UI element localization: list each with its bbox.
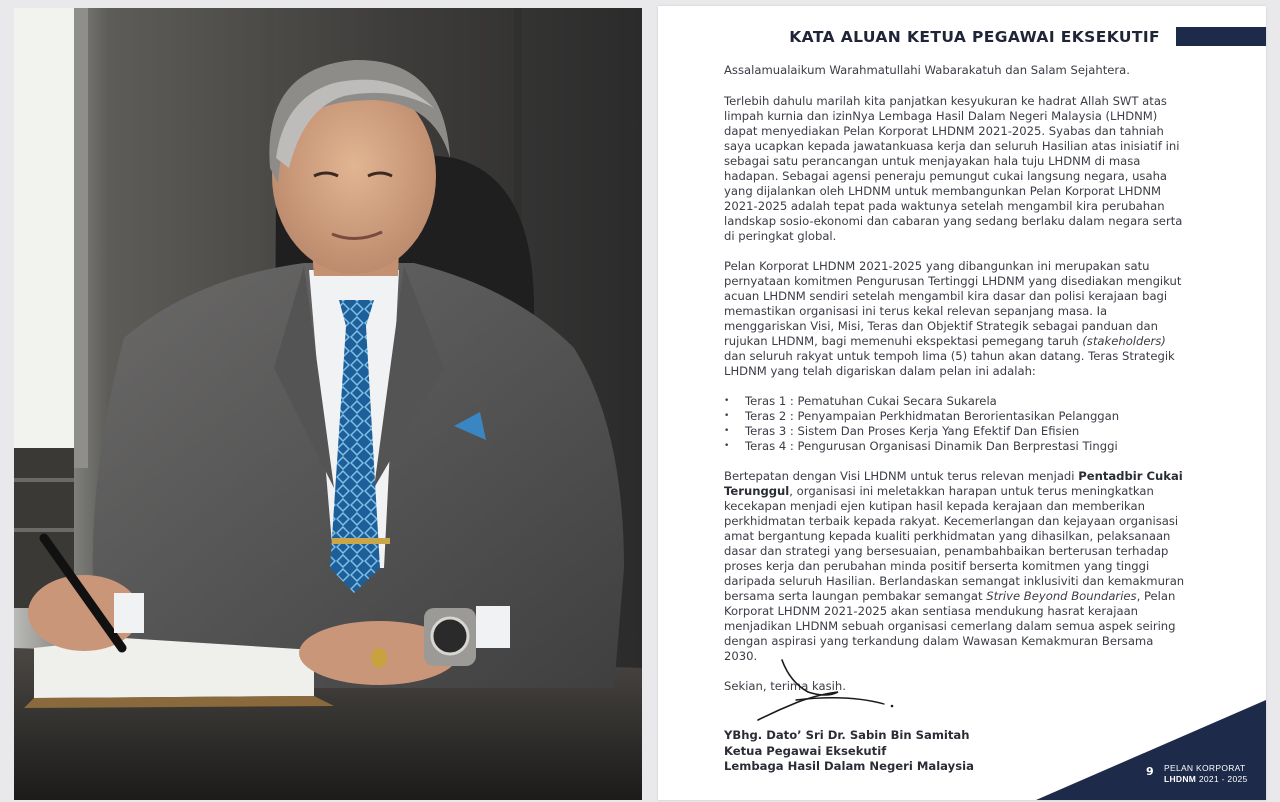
- page-title: KATA ALUAN KETUA PEGAWAI EKSEKUTIF: [789, 28, 1160, 46]
- stakeholders-term: (stakeholders): [1082, 334, 1166, 348]
- list-item: • Teras 4 : Pengurusan Organisasi Dinamik Dan Berprestasi Tinggi: [724, 439, 1190, 454]
- page-number: 9: [1146, 765, 1154, 778]
- list-item: • Teras 3 : Sistem Dan Proses Kerja Yang Efektif Dan Efisien: [724, 424, 1190, 439]
- list-item: • Teras 2 : Penyampaian Perkhidmatan Berorientasikan Pelanggan: [724, 409, 1190, 424]
- handwritten-signature: [738, 654, 908, 734]
- vision-text-c: , Pelan Korporat LHDNM 2021-2025 akan sentiasa mendukung hasrat kerajaan menjadikan LHDNM sebuah organisasi cemerlang dalam semua aspek seiring dengan aspirasi yang terkandung dalam Wawasan Kemakmuran Bersama 2030.: [724, 589, 1176, 663]
- executive-photo: [14, 8, 642, 800]
- corner-triangle-icon: [1036, 700, 1266, 800]
- commitment-text-a: Pelan Korporat LHDNM 2021-2025 yang dibangunkan ini merupakan satu pernyataan komitmen Pengurusan Tertinggi LHDNM yang disediakan mengikut acuan LHDNM sendiri setelah mengambil kira dasar dan polisi kerajaan bagi memastikan organisasi ini terus kekal relevan sepanjang masa. Ia menggariskan Visi, Misi, Teras dan Objektif Strategik sebagai panduan dan rujukan LHDNM, bagi memenuhi ekspektasi pemegang taruh: [724, 259, 1182, 348]
- vision-text-b: , organisasi ini meletakkan harapan untuk terus meningkatkan kecekapan menjadi ejen kutipan hasil kepada kerajaan dan memberikan perkhidmatan terbaik kepada rakyat. Kecemerlangan dan kejayaan organisasi amat bergantung kepada kualiti perkhidmatan yang dihasilkan, pelaksanaan dasar dan strategi yang bersesuaian, penambahbaikan berterusan terhadap proses kerja dan perubahan minda positif berserta komitmen yang tinggi daripada seluruh Hasilian. Berlandaskan semangat inklusiviti dan kemakmuran bersama serta laungan pembakar semangat: [724, 484, 1185, 603]
- list-item: • Teras 1 : Pematuhan Cukai Secara Sukarela: [724, 394, 1190, 409]
- signature-icon: [738, 654, 908, 734]
- slogan-text: Strive Beyond Boundaries: [986, 589, 1137, 603]
- letter-body: [724, 63, 1190, 694]
- paragraph-vision: [724, 469, 1190, 664]
- footer-brand-lhdnm: LHDNM: [1164, 774, 1197, 784]
- footer-corner-graphic: [1036, 700, 1266, 800]
- title-accent-bar: [1176, 27, 1266, 46]
- vision-text-a: Bertepatan dengan Visi LHDNM untuk terus relevan menjadi: [724, 469, 1079, 483]
- signatory-organisation: Lembaga Hasil Dalam Negeri Malaysia: [724, 759, 974, 773]
- document-page: [658, 6, 1266, 800]
- signatory-role: Ketua Pegawai Eksekutif: [724, 743, 887, 758]
- greeting-paragraph: Assalamualaikum Warahmatullahi Wabarakatuh dan Salam Sejahtera.: [724, 63, 1130, 77]
- signatory-name: YBhg. Dato’ Sri Dr. Sabin Bin Samitah: [724, 728, 970, 742]
- commitment-text-b: dan seluruh rakyat untuk tempoh lima (5) tahun akan datang. Teras Strategik LHDNM yang telah digariskan dalam pelan ini adalah:: [724, 349, 1175, 378]
- footer-brand-line2: [1164, 774, 1248, 784]
- closing-line: Sekian, terima kasih.: [724, 679, 846, 693]
- signatory-block: [724, 728, 974, 775]
- footer-brand-years: 2021 - 2025: [1196, 774, 1248, 784]
- strategic-thrust-list: [724, 394, 1190, 454]
- paragraph-gratitude: Terlebih dahulu marilah kita panjatkan kesyukuran ke hadrat Allah SWT atas limpah kurnia dan izinNya Lembaga Hasil Dalam Negeri Malaysia (LHDNM) dapat menyediakan Pelan Korporat LHDNM 2021-2025. Syabas dan tahniah saya ucapkan kepada jawatankuasa kerja dan seluruh Hasilian atas inisiatif ini sebagai satu perancangan untuk menjayakan hala tuju LHDNM di masa hadapan. Sebagai agensi peneraju pemungut cukai langsung negara, usaha yang dijalankan oleh LHDNM untuk membangunkan Pelan Korporat LHDNM 2021-2025 adalah tepat pada waktunya setelah mengambil kira perubahan landskap sosio-ekonomi dan cabaran yang sedang berlaku dalam negara serta di peringkat global.: [724, 94, 1183, 243]
- paragraph-commitment: [724, 259, 1190, 379]
- footer-brand-line1: PELAN KORPORAT: [1164, 763, 1246, 773]
- vision-highlight: Pentadbir Cukai Terunggul: [724, 469, 1183, 498]
- executive-portrait-illustration: [14, 8, 642, 800]
